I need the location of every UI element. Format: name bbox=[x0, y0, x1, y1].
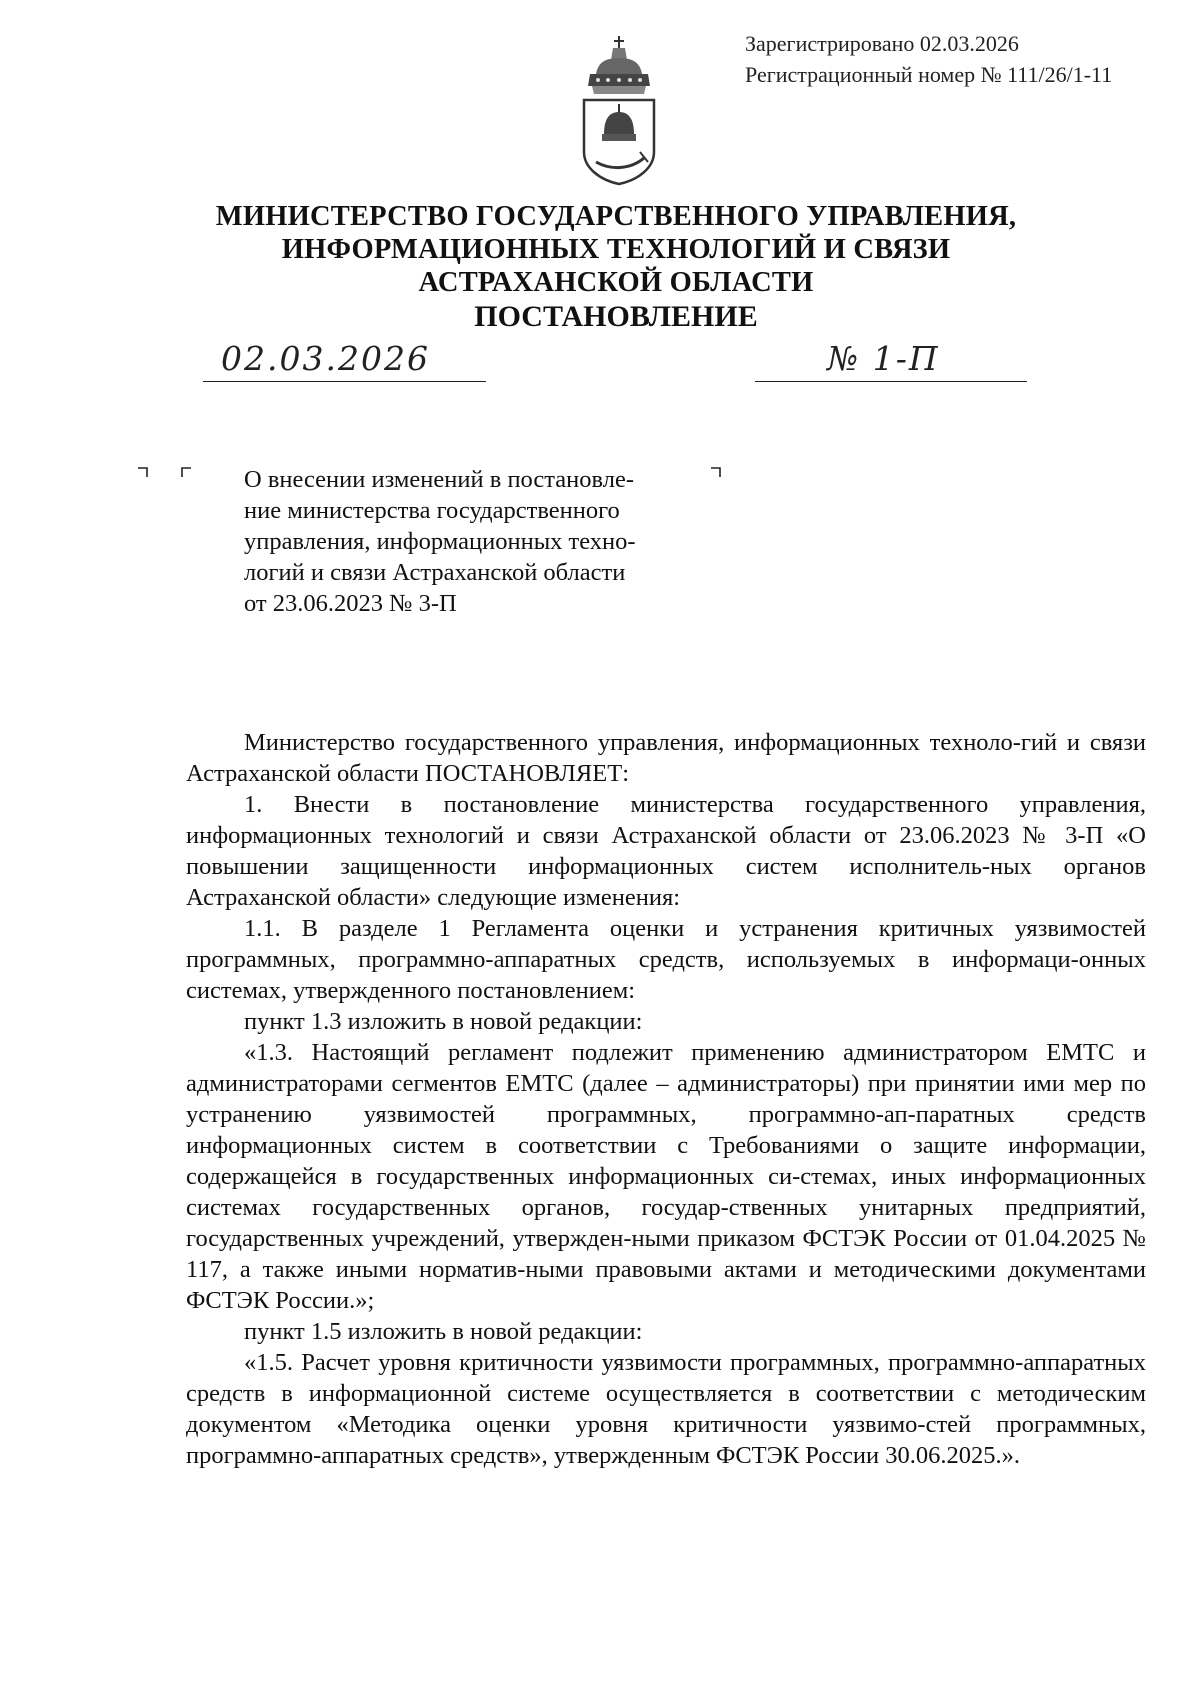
body-paragraph: «1.5. Расчет уровня критичности уязвимости программных, программно-аппаратных средств в информационной системе осуществляется в соответствии с методическим документом «Методика оценки уровня критичности уязвимо-стей программных, программно-аппаратных средств», утвержденным ФСТЭК России 30.06.2025.». bbox=[186, 1349, 1146, 1469]
ministry-line: МИНИСТЕРСТВО ГОСУДАРСТВЕННОГО УПРАВЛЕНИЯ, bbox=[215, 201, 1017, 232]
subject-line: от 23.06.2023 № 3-П bbox=[244, 590, 457, 617]
body-paragraph: «1.3. Настоящий регламент подлежит применению администратором ЕМТС и администраторами сегментов ЕМТС (далее – администраторы) при принятии ими мер по устранению уязвимостей программных, программно-ап-паратных средств информационных систем в соответствии с Требованиями о защите информации, содержащейся в государственных информационных си-стемах, иных информационных системах государственных органов, государ-ственных унитарных предприятий, государственных учреждений, утвержден-ными приказом ФСТЭК России от 01.04.2025 № 117, а также иными норматив-ными правовыми актами и методическими документами ФСТЭК России.»; bbox=[186, 1039, 1146, 1314]
handwritten-number: № 1-П bbox=[827, 339, 940, 378]
corner-bracket-icon bbox=[181, 467, 191, 477]
subject-line: управления, информационных техно- bbox=[244, 528, 636, 555]
body-paragraph: Министерство государственного управления, информационных техноло-гий и связи Астраханской области ПОСТАНОВЛЯЕТ: bbox=[186, 729, 1146, 787]
subject-line: О внесении изменений в постановле- bbox=[244, 466, 635, 493]
ministry-line: АСТРАХАНСКОЙ ОБЛАСТИ bbox=[418, 267, 814, 298]
body-paragraph: пункт 1.5 изложить в новой редакции: bbox=[244, 1318, 643, 1345]
ministry-line: ИНФОРМАЦИОННЫХ ТЕХНОЛОГИЙ И СВЯЗИ bbox=[281, 234, 951, 265]
handwritten-date: 02.03.2026 bbox=[221, 339, 430, 378]
registration-date: Зарегистрировано 02.03.2026 bbox=[745, 31, 1019, 56]
ministry-name bbox=[0, 200, 1200, 299]
corner-bracket-icon bbox=[711, 467, 721, 477]
number-field bbox=[755, 339, 1027, 382]
document-type: ПОСТАНОВЛЕНИЕ bbox=[474, 300, 758, 333]
document-body bbox=[186, 727, 1146, 1471]
body-paragraph: пункт 1.3 изложить в новой редакции: bbox=[244, 1008, 643, 1035]
body-paragraph: 1. Внести в постановление министерства государственного управления, информационных технологий и связи Астраханской области от 23.06.2023 № 3-П «О повышении защищенности информационных систем исполнитель-ных органов Астраханской области» следующие изменения: bbox=[186, 791, 1146, 911]
date-field bbox=[203, 339, 486, 382]
corner-bracket-icon bbox=[138, 467, 148, 477]
astrakhan-coat-of-arms-icon bbox=[576, 34, 662, 186]
registration-number: Регистрационный номер № 111/26/1-11 bbox=[745, 62, 1113, 87]
registration-stamp bbox=[745, 28, 1195, 90]
body-paragraph: 1.1. В разделе 1 Регламента оценки и устранения критичных уязвимостей программных, программно-аппаратных средств, используемых в информаци-онных системах, утвержденного постановлением: bbox=[186, 915, 1146, 1004]
document-subject bbox=[244, 464, 704, 619]
subject-line: логий и связи Астраханской области bbox=[244, 559, 626, 586]
subject-line: ние министерства государственного bbox=[244, 497, 620, 524]
